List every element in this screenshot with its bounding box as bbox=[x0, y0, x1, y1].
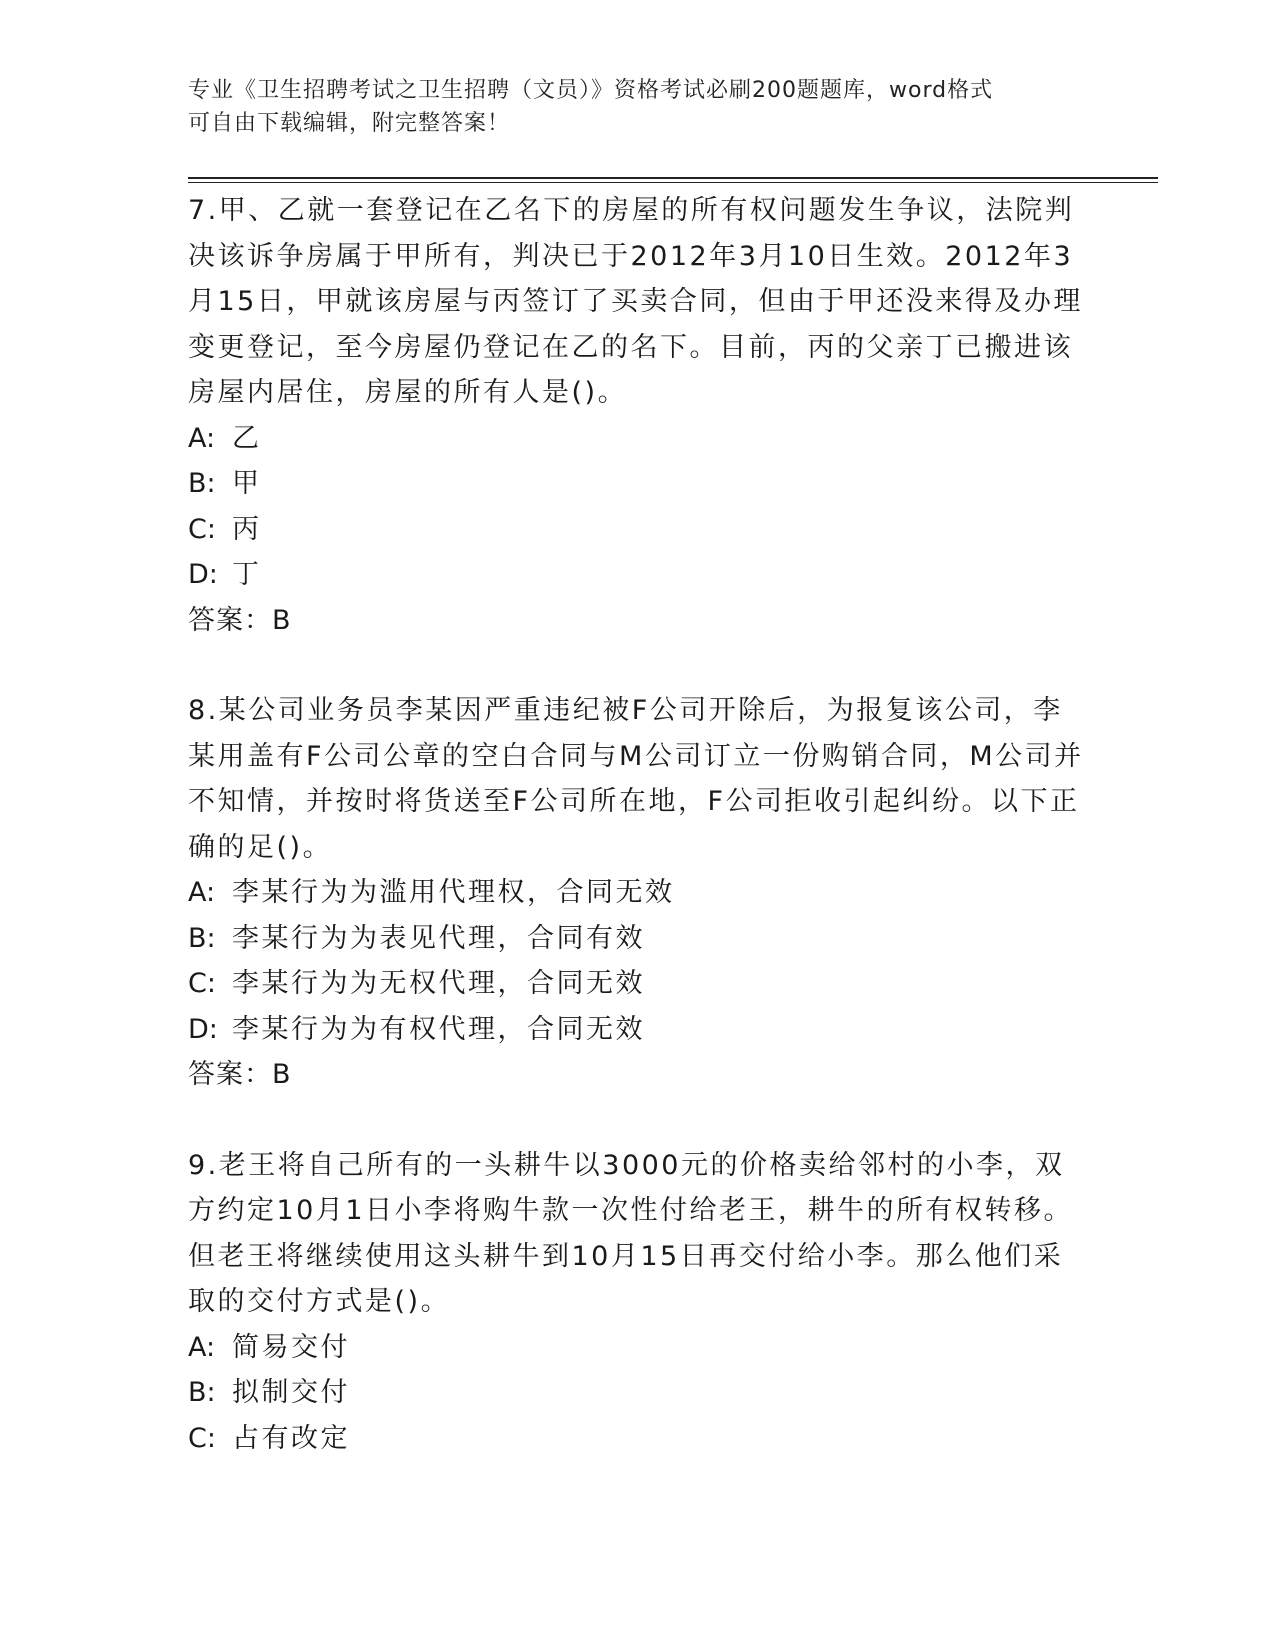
question-8 bbox=[188, 688, 1088, 1098]
spacer bbox=[188, 1098, 1088, 1143]
option-a bbox=[188, 870, 1088, 916]
option-key: B: bbox=[188, 922, 216, 954]
option-key: D: bbox=[188, 1013, 218, 1045]
option-b bbox=[188, 461, 1088, 507]
option-key: C: bbox=[188, 1422, 216, 1454]
header-divider-thin bbox=[188, 182, 1158, 183]
option-a bbox=[188, 1325, 1088, 1371]
option-key: D: bbox=[188, 559, 218, 590]
header-line-1: 专业《卫生招聘考试之卫生招聘（文员）》资格考试必刷200题题库，word格式 bbox=[188, 78, 994, 103]
option-b bbox=[188, 1370, 1088, 1416]
option-text: 丁 bbox=[232, 559, 262, 590]
option-b bbox=[188, 916, 1088, 962]
option-text: 李某行为为有权代理，合同无效 bbox=[232, 1013, 645, 1045]
question-7 bbox=[188, 188, 1088, 643]
option-key: B: bbox=[188, 468, 216, 499]
option-key: A: bbox=[188, 1331, 216, 1363]
document-header bbox=[188, 74, 1068, 140]
option-text: 李某行为为表见代理，合同有效 bbox=[232, 922, 645, 954]
option-text: 李某行为为滥用代理权，合同无效 bbox=[232, 877, 675, 908]
option-text: 丙 bbox=[232, 513, 262, 545]
option-key: C: bbox=[188, 968, 216, 999]
answer: 答案：B bbox=[188, 1059, 292, 1090]
question-stem: 8.某公司业务员李某因严重违纪被F公司开除后，为报复该公司，李某用盖有F公司公章的空白合同与M公司订立一份购销合同，M公司并不知情，并按时将货送至F公司所在地，F公司拒收引起纠纷。以下正确的足()。 bbox=[188, 695, 1084, 863]
option-key: C: bbox=[188, 513, 216, 545]
header-divider-thick bbox=[188, 177, 1158, 179]
question-9 bbox=[188, 1143, 1088, 1462]
option-text: 李某行为为无权代理，合同无效 bbox=[232, 968, 645, 999]
header-line-2: 可自由下载编辑，附完整答案！ bbox=[188, 111, 511, 136]
option-c bbox=[188, 961, 1088, 1007]
option-c bbox=[188, 507, 1088, 553]
option-c bbox=[188, 1416, 1088, 1462]
spacer bbox=[188, 643, 1088, 688]
question-list bbox=[188, 188, 1088, 1461]
option-text: 占有改定 bbox=[232, 1422, 350, 1454]
option-key: A: bbox=[188, 422, 216, 454]
option-key: B: bbox=[188, 1377, 216, 1408]
option-key: A: bbox=[188, 877, 216, 908]
question-stem: 9.老王将自己所有的一头耕牛以3000元的价格卖给邻村的小李，双方约定10月1日小李将购牛款一次性付给老王，耕牛的所有权转移。但老王将继续使用这头耕牛到10月15日再交付给小李。那么他们采取的交付方式是()。 bbox=[188, 1149, 1074, 1317]
option-text: 简易交付 bbox=[232, 1331, 350, 1363]
option-a bbox=[188, 416, 1088, 462]
answer: 答案：B bbox=[188, 604, 292, 636]
option-d bbox=[188, 552, 1088, 598]
option-text: 甲 bbox=[232, 468, 262, 499]
option-d bbox=[188, 1007, 1088, 1053]
option-text: 拟制交付 bbox=[232, 1377, 350, 1408]
question-stem: 7.甲、乙就一套登记在乙名下的房屋的所有权问题发生争议，法院判决该诉争房属于甲所有，判决已于2012年3月10日生效。2012年3月15日，甲就该房屋与丙签订了买卖合同，但由于甲还没来得及办理变更登记，至今房屋仍登记在乙的名下。目前，丙的父亲丁已搬进该房屋内居住，房屋的所有人是()。 bbox=[188, 195, 1083, 408]
option-text: 乙 bbox=[232, 422, 262, 454]
